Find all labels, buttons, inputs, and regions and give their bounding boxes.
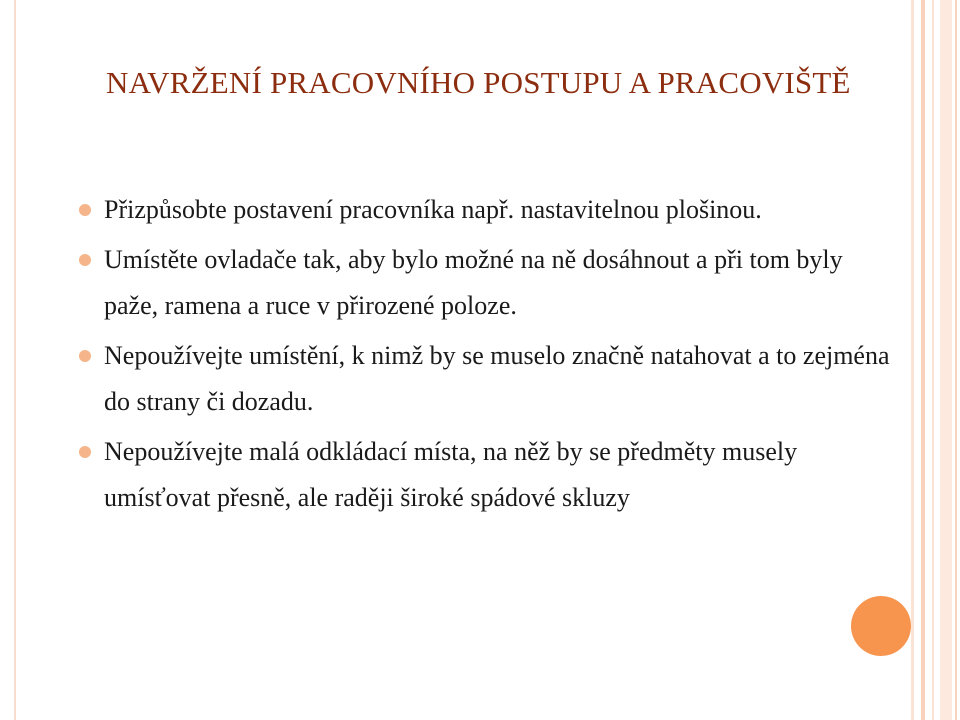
bullet-dot-icon <box>79 204 91 216</box>
bullet-item <box>72 333 892 425</box>
accent-circle <box>851 596 911 656</box>
bullet-item <box>72 429 892 521</box>
slide-title: NAVRŽENÍ PRACOVNÍHO POSTUPU A PRACOVIŠTĚ <box>106 65 851 100</box>
right-decorative-stripe <box>932 0 934 720</box>
right-decorative-stripe <box>921 0 925 720</box>
bullet-list <box>72 187 892 525</box>
bullet-dot-icon <box>79 446 91 458</box>
bullet-text: Přizpůsobte postavení pracovníka např. nastavitelnou plošinou. <box>104 195 762 224</box>
bullet-dot-icon <box>79 350 91 362</box>
bullet-item <box>72 237 892 329</box>
left-decorative-line <box>14 0 16 720</box>
right-decorative-stripe <box>955 0 957 720</box>
bullet-dot-icon <box>79 254 91 266</box>
bullet-item <box>72 187 892 233</box>
bullet-text: Umístěte ovladače tak, aby bylo možné na ně dosáhnout a při tom byly paže, ramena a ruce v přirozené poloze. <box>104 245 843 320</box>
right-decorative-stripe <box>940 0 952 720</box>
right-decorative-stripe <box>911 0 914 720</box>
bullet-text: Nepoužívejte malá odkládací místa, na něž by se předměty musely umísťovat přesně, ale raději široké spádové skluzy <box>104 437 798 512</box>
bullet-text: Nepoužívejte umístění, k nimž by se muselo značně natahovat a to zejména do strany či dozadu. <box>104 341 890 416</box>
